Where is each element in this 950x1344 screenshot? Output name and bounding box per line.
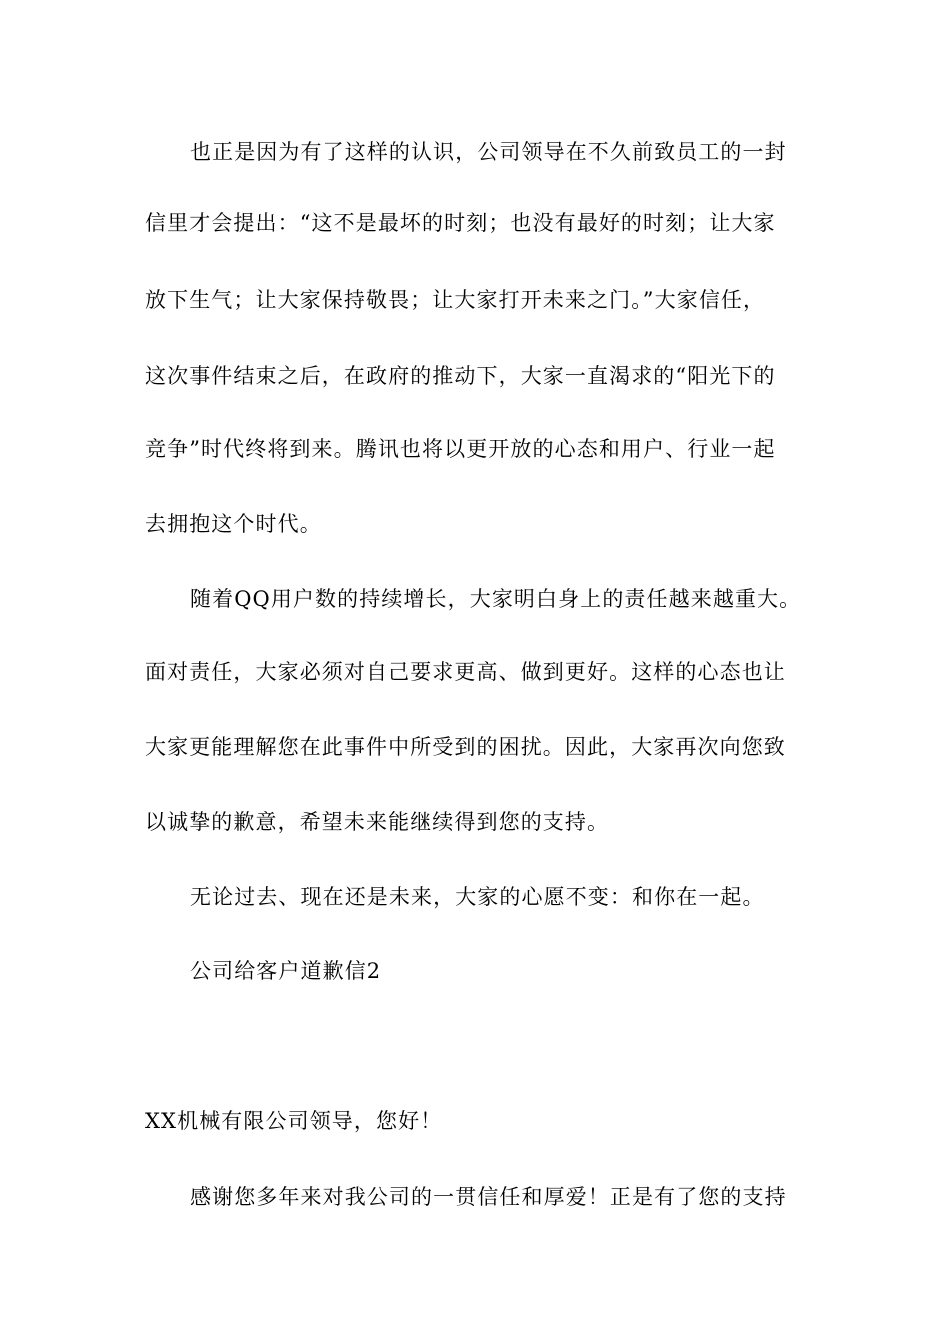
paragraph-line: 信里才会提出：“这不是最坏的时刻；也没有最好的时刻；让大家 (145, 211, 776, 235)
paragraph-line: 感谢您多年来对我公司的一贯信任和厚爱！正是有了您的支持 (190, 1185, 787, 1209)
paragraph-line: 竞争”时代终将到来。腾讯也将以更开放的心态和用户、行业一起 (145, 437, 776, 461)
paragraph-line: 这次事件结束之后，在政府的推动下，大家一直渴求的“阳光下的 (145, 364, 776, 388)
paragraph-line: 以诚挚的歉意，希望未来能继续得到您的支持。 (145, 810, 610, 834)
paragraph-line: 无论过去、现在还是未来，大家的心愿不变：和你在一起。 (190, 885, 765, 909)
paragraph-line: 去拥抱这个时代。 (145, 512, 322, 536)
paragraph-line: 放下生气；让大家保持敬畏；让大家打开未来之门。”大家信任， (145, 288, 766, 312)
paragraph-line: 大家更能理解您在此事件中所受到的困扰。因此，大家再次向您致 (145, 735, 786, 759)
paragraph-line: 随着QQ用户数的持续增长，大家明白身上的责任越来越重大。 (190, 587, 802, 611)
section-heading: 公司给客户道歉信2 (190, 959, 382, 983)
paragraph-line: 面对责任，大家必须对自己要求更高、做到更好。这样的心态也让 (145, 660, 786, 684)
paragraph-line: 也正是因为有了这样的认识，公司领导在不久前致员工的一封 (190, 140, 787, 164)
salutation: XX机械有限公司领导，您好！ (145, 1109, 443, 1133)
